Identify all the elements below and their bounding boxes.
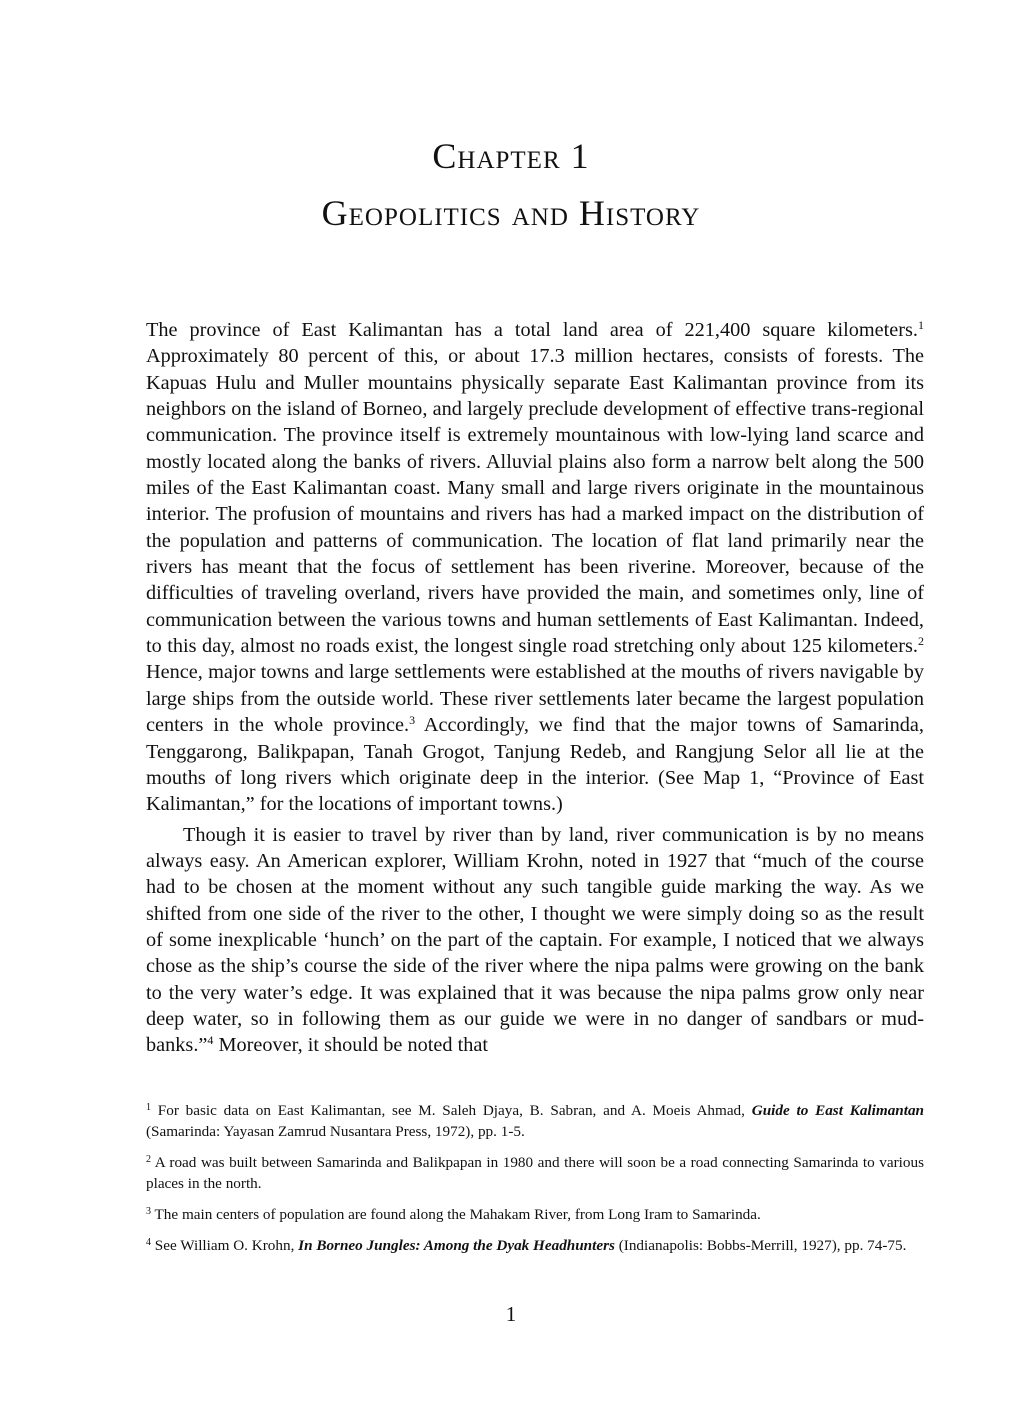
footnote-text: See William O. Krohn, — [154, 1237, 299, 1254]
footnote-text: (Indianapolis: Bobbs-Merrill, 1927), pp. 74-75. — [614, 1237, 907, 1254]
footnote-marker: 2 — [146, 1154, 151, 1165]
footnote-marker: 1 — [146, 1102, 151, 1113]
footnote-text: A road was built between Samarinda and Balikpapan in 1980 and there will soon be a road connecting Samarinda to various places in the north. — [146, 1154, 924, 1192]
footnote-4 — [146, 1235, 924, 1256]
footnote-text: For basic data on East Kalimantan, see M. Saleh Djaya, B. Sabran, and A. Moeis Ahmad, — [157, 1102, 752, 1119]
footnote-ref-1[interactable]: 1 — [918, 318, 924, 332]
paragraph-1-part-4: Accordingly, we find that the major towns of Samarinda, Tenggarong, Balikpapan, Tanah Grogot, Tanjung Redeb, and Rangjung Selor all lie at the mouths of long rivers which originate deep in the interior. (See Map 1, “Province of East Kalimantan,” for the locations of important towns.) — [146, 714, 924, 816]
footnote-text: The main centers of population are found along the Mahakam River, from Long Iram to Samarinda. — [154, 1206, 761, 1223]
paragraph-1 — [146, 317, 924, 818]
footnote-ref-4[interactable]: 4 — [207, 1033, 214, 1048]
footnote-text: (Samarinda: Yayasan Zamrud Nusantara Press, 1972), pp. 1-5. — [146, 1123, 525, 1140]
body-text — [146, 317, 924, 1059]
paragraph-1-part-2: Approximately 80 percent of this, or about 17.3 million hectares, consists of forests. The Kapuas Hulu and Muller mountains physically separate East Kalimantan province from its neighbors on the island of Borneo, and largely preclude development of effective trans-regional communication. The province itself is extremely mountainous with low-lying land scarce and mostly located along the banks of rivers. Alluvial plains also form a narrow belt along the 500 miles of the East Kalimantan coast. Many small and large rivers originate in the mountainous interior. The profusion of mountains and rivers has had a marked impact on the distribution of the population and patterns of communication. The location of flat land primarily near the rivers has meant that the focus of settlement has been riverine. Moreover, because of the difficulties of traveling overland, rivers have provided the main, and sometimes only, line of communication between the various towns and human settlements of East Kalimantan. Indeed, to this day, almost no roads exist, the longest single road stretching only about 125 kilometers. — [146, 345, 924, 658]
footnote-2 — [146, 1152, 924, 1194]
footnote-book-title: In Borneo Jungles: Among the Dyak Headhunters — [298, 1237, 615, 1254]
paragraph-1-part-3: Hence, major towns and large settlements were established at the mouths of rivers navigable by large ships from the outside world. These river settlements later became the largest population centers in the whole province. — [146, 661, 924, 737]
footnote-marker: 3 — [146, 1206, 151, 1217]
footnote-marker: 4 — [146, 1237, 151, 1248]
paragraph-2-part-1: Though it is easier to travel by river than by land, river communication is by no means always easy. An American explorer, William Krohn, noted in 1927 that “much of the course had to be chosen at the moment without any such tangible guide marking the way. As we shifted from one side of the river to the other, I thought we were simply doing so as the result of some inexplicable ‘hunch’ on the part of the captain. For example, I noticed that we always chose as the ship’s course the side of the river where the nipa palms were growing on the bank to the very water’s edge. It was explained that it was because the nipa palms grow only near deep water, so in following them as our guide we were in no danger of sandbars or mud-banks.” — [146, 823, 924, 1057]
chapter-heading — [0, 128, 1022, 242]
chapter-title: Geopolitics and History — [321, 193, 701, 233]
paragraph-2-part-2: Moreover, it should be noted that — [213, 1034, 489, 1057]
paragraph-2 — [146, 822, 924, 1059]
footnote-ref-3[interactable]: 3 — [409, 713, 416, 728]
footnote-3 — [146, 1204, 924, 1225]
paragraph-1-part-1: The province of East Kalimantan has a total land area of 221,400 square kilometers. — [146, 319, 918, 341]
chapter-number: Chapter 1 — [432, 136, 590, 176]
footnote-ref-2[interactable]: 2 — [918, 634, 924, 649]
footnote-1 — [146, 1100, 924, 1142]
page-number: 1 — [505, 1302, 517, 1326]
footnotes — [146, 1100, 924, 1266]
footnote-book-title: Guide to East Kalimantan — [751, 1102, 924, 1119]
